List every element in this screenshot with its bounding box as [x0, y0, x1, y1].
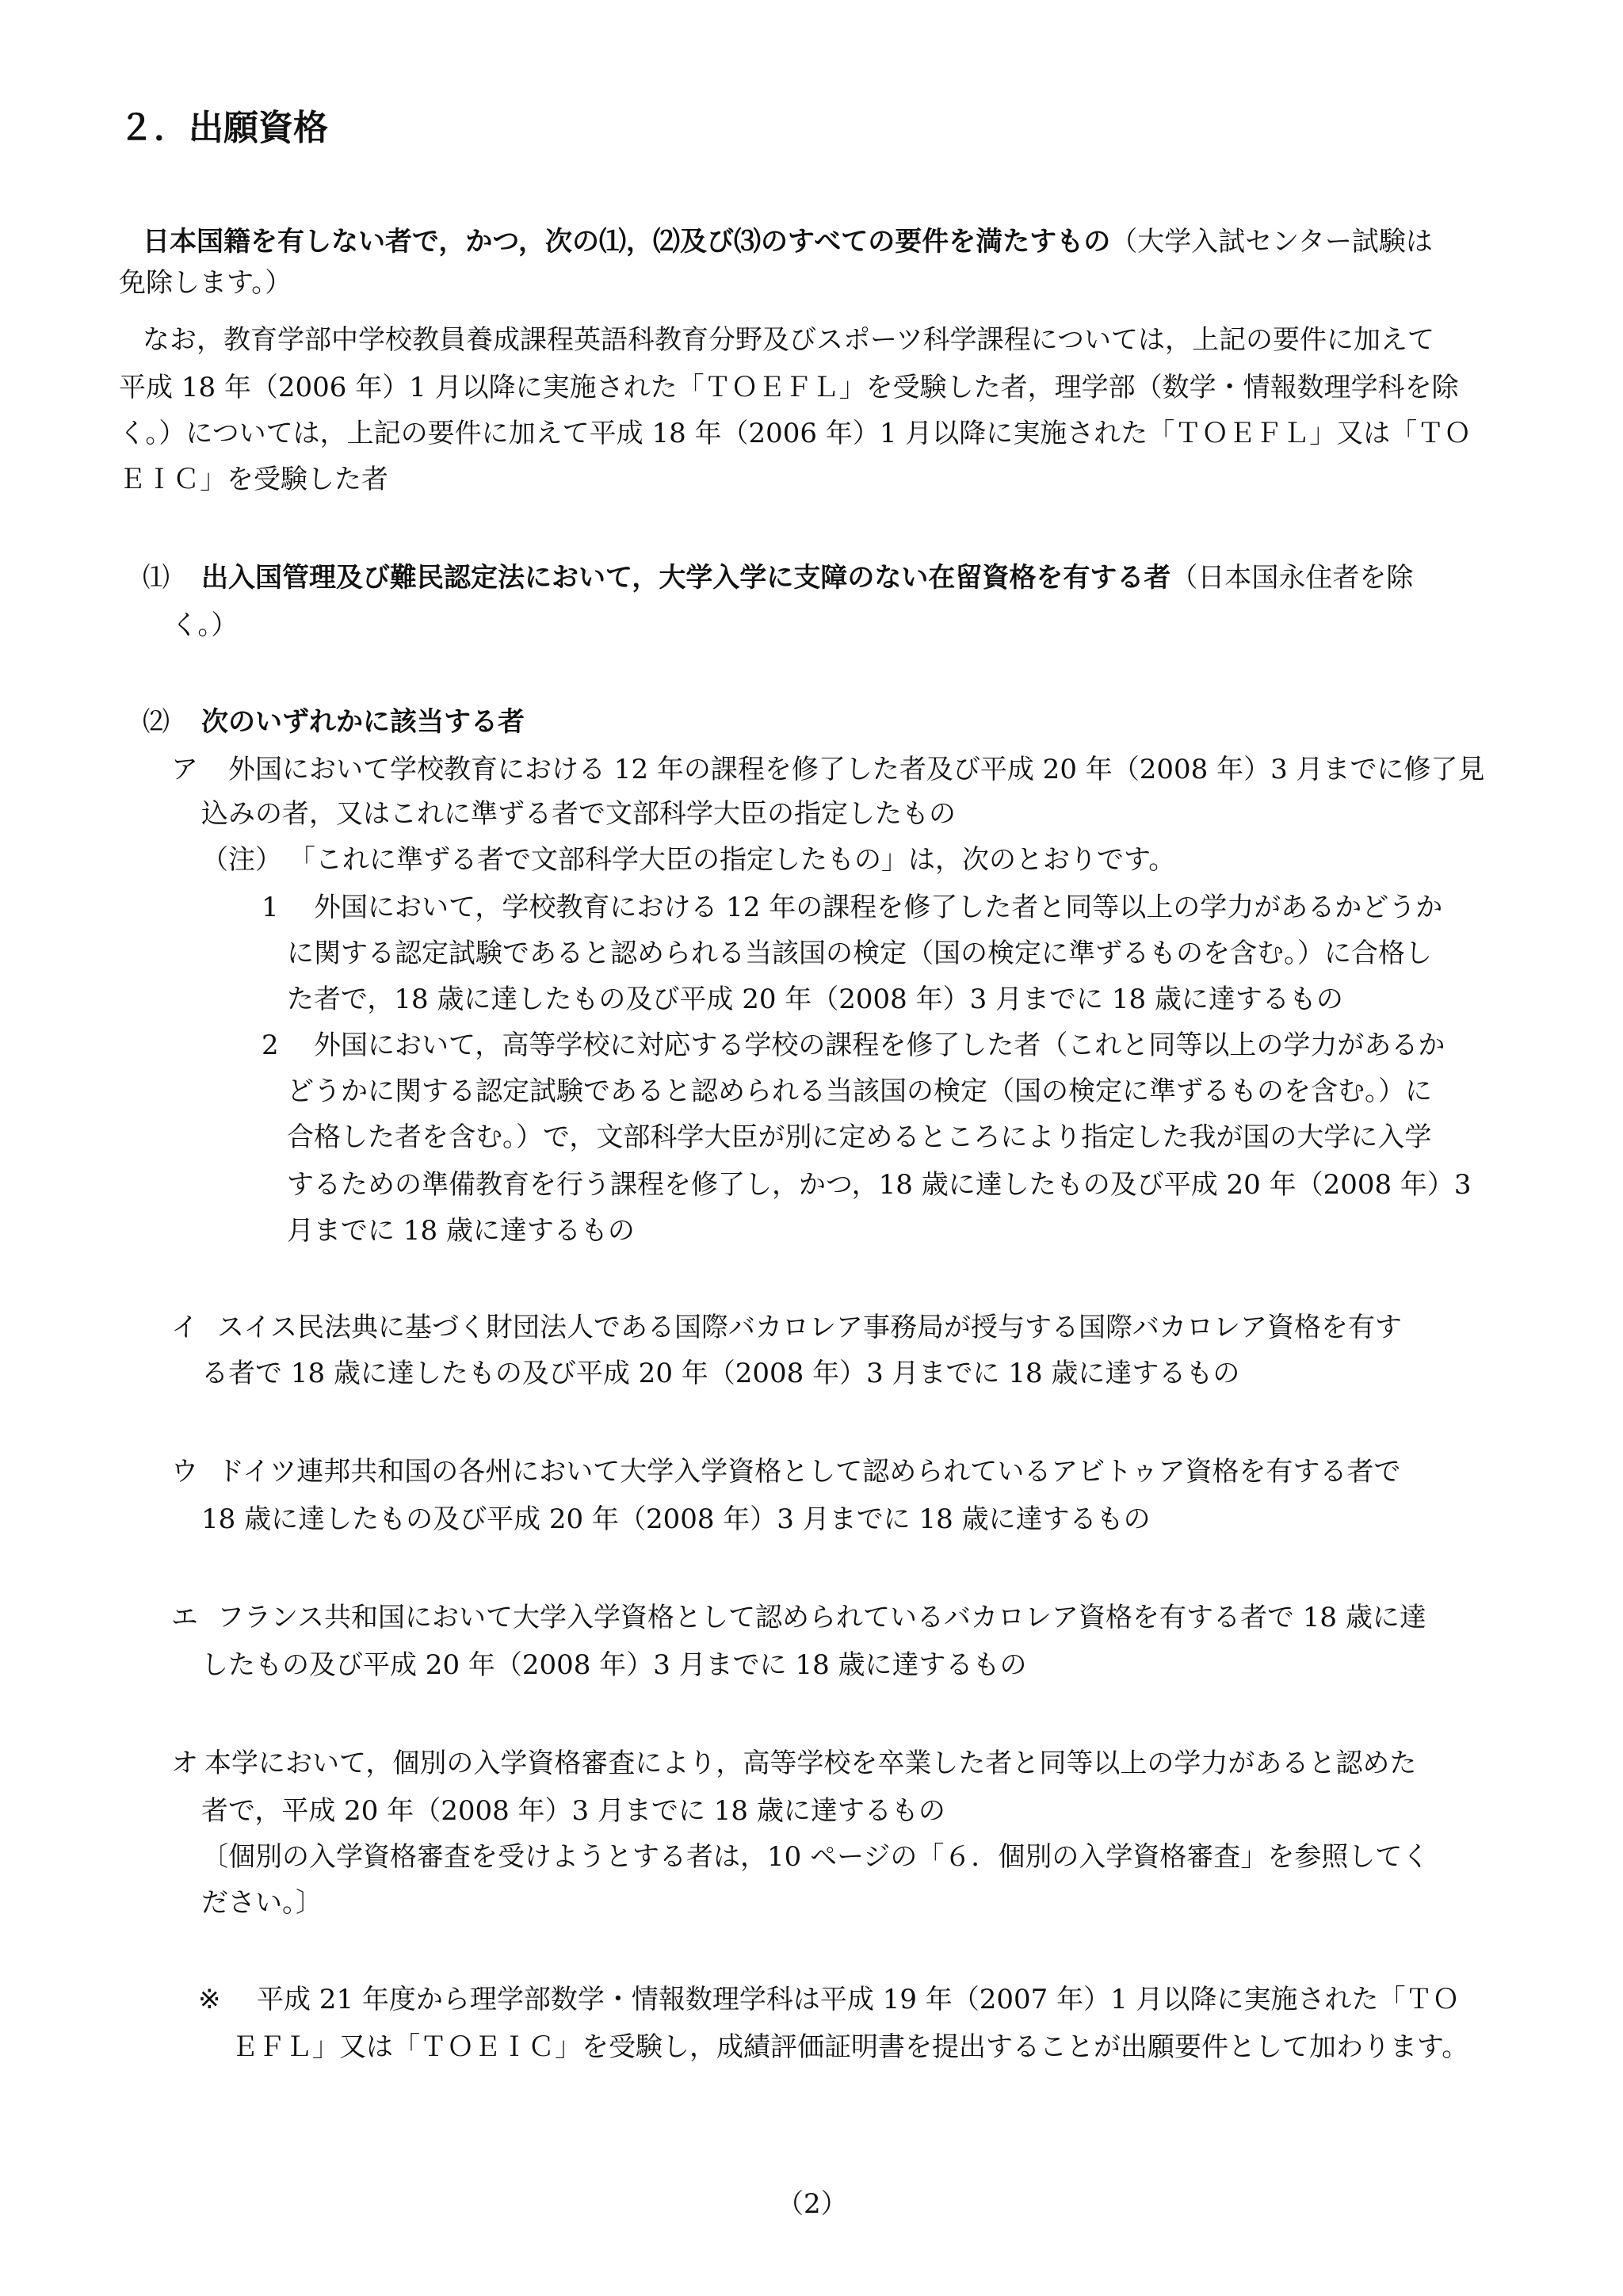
item-i-text-1: スイス民法典に基づく財団法人である国際バカロレア事務局が授与する国際バカロレア資格を有す	[217, 1312, 1402, 1343]
intro-bold-text: 日本国籍を有しない者で，かつ，次の⑴，⑵及び⑶のすべての要件を満たすもの	[143, 226, 1111, 258]
item-e-line-1	[171, 1599, 1426, 1636]
item-e-mark: エ	[171, 1602, 198, 1633]
subitem-2-line-3: 合格した者を含む。）で，文部科学大臣が別に定めるところにより指定した我が国の大学に入学	[287, 1121, 1432, 1153]
req2-title-line	[143, 704, 525, 740]
page-number: （2）	[777, 2188, 848, 2220]
item-u-line-2: 18 歳に達したもの及び平成 20 年（2008 年）3 月までに 18 歳に達するもの	[201, 1503, 1151, 1535]
item-a-line-2: 込みの者，又はこれに準ずる者で文部科学大臣の指定したもの	[201, 798, 956, 830]
subitem-1-line-2: に関する認定試験であると認められる当該国の検定（国の検定に準ずるものを含む。）に合格し	[287, 938, 1432, 969]
subitem-1-number: 1	[262, 892, 279, 923]
subitem-2-text-1: 外国において，高等学校に対応する学校の課程を修了した者（これと同等以上の学力があるか	[314, 1030, 1445, 1061]
note-mark: （注）	[201, 844, 282, 876]
note-text: 「これに準ずる者で文部科学大臣の指定したもの」は，次のとおりです。	[288, 844, 1176, 876]
subitem-2-line-1	[262, 1027, 1445, 1064]
req1-bold-text: 出入国管理及び難民認定法において，大学入学に支障のない在留資格を有する者	[201, 562, 1171, 594]
note-line	[201, 842, 1175, 878]
subitem-2-number: 2	[262, 1030, 279, 1061]
item-e-line-2: したもの及び平成 20 年（2008 年）3 月までに 18 歳に達するもの	[201, 1649, 1027, 1681]
intro-rest-text: （大学入試センター試験は	[1110, 226, 1433, 258]
note-para-line-2: 平成 18 年（2006 年）1 月以降に実施された「ＴＯＥＦＬ」を受験した者，理学部（数学・情報数理学科を除	[119, 372, 1459, 403]
item-u-mark: ウ	[171, 1456, 198, 1488]
note-para-line-4: ＥＩＣ」を受験した者	[119, 464, 388, 495]
req1-line-2: く。）	[171, 609, 239, 641]
item-o-line-2: 者で，平成 20 年（2008 年）3 月までに 18 歳に達するもの	[201, 1795, 945, 1827]
item-o-mark: オ	[171, 1748, 198, 1779]
subitem-2-line-4: するための準備教育を行う課程を修了し，かつ，18 歳に達したもの及び平成 20 年（2008 年）3	[287, 1169, 1472, 1201]
item-o-line-4: ださい。〕	[201, 1887, 323, 1919]
item-e-text-1: フランス共和国において大学入学資格として認められているバカロレア資格を有する者で 18 歳に達	[217, 1602, 1426, 1633]
item-o-text-1: 本学において，個別の入学資格審査により，高等学校を卒業した者と同等以上の学力があると認めた	[204, 1748, 1417, 1779]
item-o-line-1	[171, 1745, 1416, 1782]
subitem-2-line-2: どうかに関する認定試験であると認められる当該国の検定（国の検定に準ずるものを含む。）に	[287, 1075, 1432, 1107]
item-a-line-1	[171, 751, 1485, 788]
item-o-line-3: 〔個別の入学資格審査を受けようとする者は，10 ページの「６．個別の入学資格審査」を参照してく	[201, 1841, 1430, 1873]
item-i-line-2: る者で 18 歳に達したもの及び平成 20 年（2008 年）3 月までに 18 歳に達するもの	[201, 1358, 1240, 1389]
intro-line-1	[143, 223, 1433, 260]
footnote-line-1	[198, 1981, 1460, 2018]
item-i-line-1	[171, 1309, 1402, 1346]
note-para-line-1: なお，教育学部中学校教員養成課程英語科教育分野及びスポーツ科学課程については，上記の要件に加えて	[143, 324, 1434, 356]
subitem-1-text-1: 外国において，学校教育における 12 年の課程を修了した者と同等以上の学力があるかどうか	[314, 892, 1443, 923]
intro-line-2: 免除します。）	[119, 267, 292, 299]
footnote-line-2: ＥＦＬ」又は「ＴＯＥＩＣ」を受験し，成績評価証明書を提出することが出願要件として加わります。	[231, 2031, 1469, 2063]
item-u-text-1: ドイツ連邦共和国の各州において大学入学資格として認められているアビトゥア資格を有する者で	[217, 1456, 1401, 1488]
item-i-mark: イ	[171, 1312, 198, 1343]
req1-rest-text: （日本国永住者を除	[1170, 562, 1414, 594]
subitem-1-line-1	[262, 889, 1442, 926]
item-a-text-1: 外国において学校教育における 12 年の課程を修了した者及び平成 20 年（2008 年）3 月までに修了見	[228, 754, 1485, 785]
section-heading: ２．出願資格	[119, 108, 328, 148]
req2-number: ⑵	[143, 706, 170, 738]
subitem-2-line-5: 月までに 18 歳に達するもの	[287, 1215, 635, 1247]
req2-title: 次のいずれかに該当する者	[201, 706, 525, 738]
item-u-line-1	[171, 1454, 1400, 1490]
subitem-1-line-3: た者で，18 歳に達したもの及び平成 20 年（2008 年）3 月までに 18 歳に達するもの	[287, 984, 1343, 1015]
note-para-line-3: く。）については，上記の要件に加えて平成 18 年（2006 年）1 月以降に実施された「ＴＯＥＦＬ」又は「ＴＯ	[119, 418, 1472, 449]
footnote-mark: ※	[198, 1984, 221, 2015]
req1-line-1	[143, 560, 1413, 596]
footnote-text-1: 平成 21 年度から理学部数学・情報数理学科は平成 19 年（2007 年）1 月以降に実施された「ＴＯ	[257, 1984, 1460, 2015]
req1-number: ⑴	[143, 562, 170, 594]
item-a-mark: ア	[171, 754, 198, 785]
